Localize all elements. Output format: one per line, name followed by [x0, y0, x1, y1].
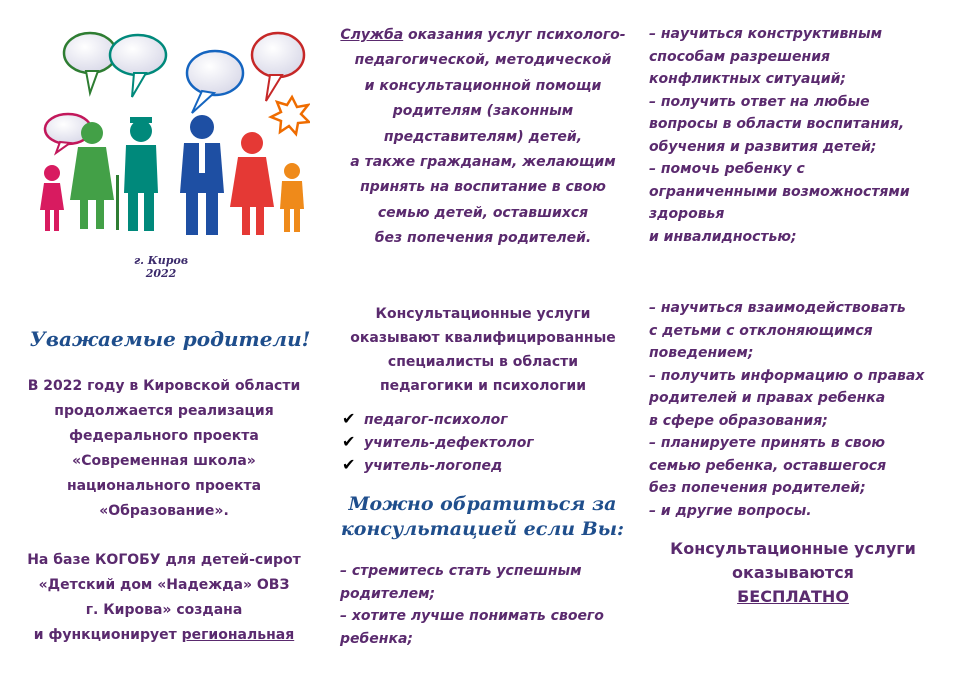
reason-line: ребенка; — [340, 630, 414, 647]
list-item — [342, 430, 642, 453]
city-label: г. Киров — [133, 254, 189, 267]
contact-heading-line: Можно обратиться за — [348, 493, 617, 515]
reason-line: без попечения родителей; — [649, 480, 866, 496]
reason-line: – научиться конструктивным — [649, 26, 883, 42]
service-line: и консультационной помощи — [364, 77, 602, 94]
reasons-list — [340, 560, 640, 650]
reason-line: в сфере образования; — [649, 412, 828, 429]
reason-line: – хотите лучше понимать своего — [340, 608, 604, 624]
reason-line: здоровья — [649, 206, 725, 222]
city-year — [0, 254, 322, 280]
intro-line: продолжается реализация — [54, 403, 274, 419]
reason-line: – помочь ребенку с — [649, 161, 805, 177]
panel-left — [0, 0, 322, 682]
grandfather-figure — [124, 117, 158, 231]
specialist-label: учитель-логопед — [364, 458, 503, 474]
reason-line: с детьми с отклоняющимся — [649, 322, 873, 339]
base-line: г. Кирова» создана — [85, 602, 243, 618]
service-line: представителям) детей, — [383, 128, 583, 145]
contact-heading — [322, 492, 643, 542]
checkmark-icon: ✔ — [342, 432, 356, 451]
service-paragraph — [332, 23, 634, 252]
base-paragraph — [6, 548, 322, 648]
service-line: семью детей, оставшихся — [377, 204, 589, 221]
checkmark-icon: ✔ — [342, 455, 356, 474]
specialist-list — [342, 407, 642, 476]
base-line: На базе КОГОБУ для детей-сирот — [27, 552, 301, 568]
mother-figure — [230, 132, 274, 235]
girl-figure — [40, 165, 64, 231]
intro-paragraph — [6, 374, 322, 524]
reasons-list-b — [649, 297, 959, 522]
speech-bubble-icon — [187, 51, 243, 113]
consult-line: оказывают квалифицированные — [350, 330, 616, 346]
reason-line: – стремитесь стать успешным — [340, 563, 582, 579]
consult-line: педагогики и психологии — [379, 378, 587, 394]
base-last-underlined: региональная — [181, 627, 295, 643]
service-line: принять на воспитание в свою — [360, 179, 606, 196]
list-item — [342, 453, 642, 476]
reason-line: – получить информацию о правах — [649, 367, 925, 384]
reason-line: – получить ответ на любые — [649, 93, 870, 110]
free-services-note — [643, 537, 943, 609]
intro-line: В 2022 году в Кировской области — [27, 378, 301, 394]
greeting-heading: Уважаемые родители! — [29, 327, 311, 351]
free-line: оказываются — [732, 563, 854, 582]
checkmark-icon: ✔ — [342, 409, 356, 428]
service-line: а также гражданам, желающим — [350, 154, 616, 171]
intro-line: «Образование». — [99, 503, 229, 519]
reason-line: и инвалидностью; — [649, 228, 797, 245]
reason-line: – планируете принять в свою — [649, 435, 885, 451]
consult-paragraph — [332, 302, 634, 398]
intro-line: федерального проекта — [69, 428, 259, 444]
consult-line: Консультационные услуги — [375, 306, 591, 322]
panel-right — [643, 0, 964, 682]
panel-middle — [322, 0, 643, 682]
free-line: Консультационные услуги — [670, 539, 916, 558]
service-line-first — [332, 23, 634, 48]
reason-line: семью ребенка, оставшегося — [649, 457, 887, 474]
contact-heading-line: консультацией если Вы: — [340, 518, 625, 540]
service-line: педагогической, методической — [354, 52, 612, 69]
intro-line: национального проекта — [66, 478, 262, 494]
speech-bubble-icon — [110, 35, 166, 97]
reason-line: ограниченными возможностями — [649, 183, 910, 200]
speech-bubble-icon — [64, 33, 116, 93]
base-line: «Детский дом «Надежда» ОВЗ — [38, 577, 290, 593]
reason-line: обучения и развития детей; — [649, 138, 877, 155]
service-line: без попечения родителей. — [374, 230, 592, 247]
speech-bubble-icon — [252, 33, 304, 101]
specialist-label: педагог-психолог — [364, 412, 508, 428]
reason-line: – и другие вопросы. — [649, 502, 812, 519]
specialist-label: учитель-дефектолог — [364, 435, 534, 451]
free-word: БЕСПЛАТНО — [737, 587, 849, 606]
family-illustration — [30, 25, 310, 250]
reasons-list-a — [649, 23, 959, 248]
base-line-last — [6, 623, 322, 648]
boy-figure — [280, 163, 304, 232]
consult-line: специалисты в области — [387, 354, 579, 370]
intro-line: «Современная школа» — [72, 453, 256, 469]
list-item — [342, 407, 642, 430]
reason-line: способам разрешения — [649, 48, 831, 65]
reason-line: поведением; — [649, 345, 754, 361]
reason-line: конфликтных ситуаций; — [649, 71, 846, 87]
reason-line: родителем; — [340, 585, 436, 602]
service-line: родителям (законным — [392, 103, 574, 120]
reason-line: вопросы в области воспитания, — [649, 116, 905, 132]
service-word: Служба — [340, 27, 404, 43]
service-first-rest: оказания услуг психолого- — [403, 27, 626, 43]
reason-line: – научиться взаимодействовать — [649, 300, 906, 316]
father-figure — [180, 115, 224, 235]
exclamation-burst-icon — [271, 97, 309, 134]
year-label: 2022 — [145, 267, 177, 280]
base-last-prefix: и функционирует — [33, 627, 182, 643]
reason-line: родителей и правах ребенка — [649, 390, 886, 406]
